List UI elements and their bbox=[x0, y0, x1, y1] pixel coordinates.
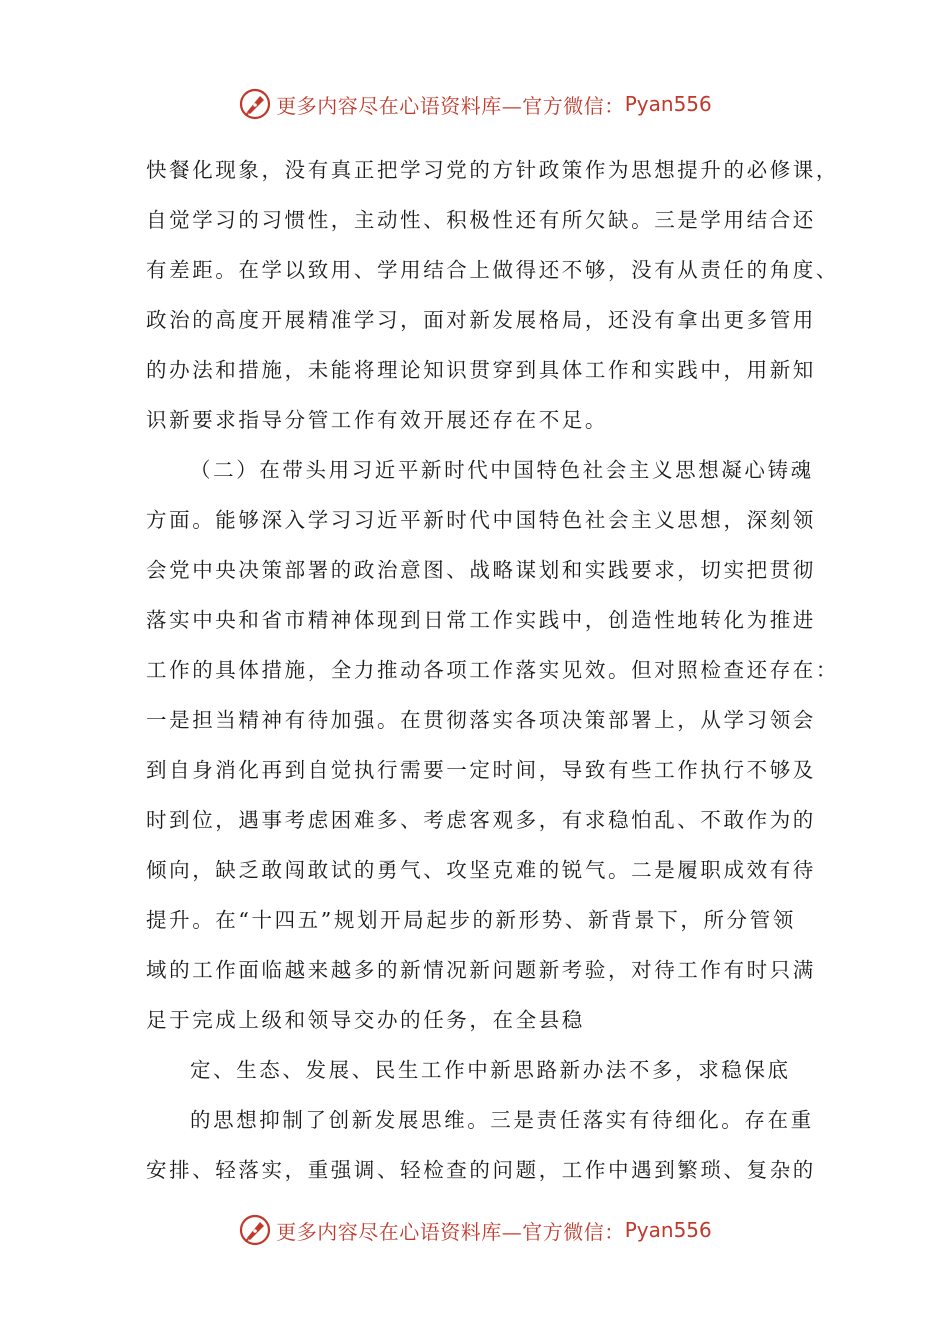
text-line: 一是担当精神有待加强。在贯彻落实各项决策部署上，从学习领会 bbox=[146, 708, 816, 732]
text-line: 到自身消化再到自觉执行需要一定时间，导致有些工作执行不够及 bbox=[146, 758, 816, 782]
footer-banner-text: 更多内容尽在心语资料库—官方微信： bbox=[276, 1219, 625, 1244]
footer-wechat-id: Pyan556 bbox=[624, 1218, 712, 1242]
text-line: 政治的高度开展精准学习，面对新发展格局，还没有拿出更多管用 bbox=[146, 308, 816, 332]
section-heading-line: （二）在带头用习近平新时代中国特色社会主义思想凝心铸魂 bbox=[190, 458, 814, 482]
text-line: 有差距。在学以致用、学用结合上做得还不够，没有从责任的角度、 bbox=[146, 258, 839, 282]
text-line: 快餐化现象，没有真正把学习党的方针政策作为思想提升的必修课， bbox=[146, 158, 839, 182]
text-line: 时到位，遇事考虑困难多、考虑客观多，有求稳怕乱、不敢作为的 bbox=[146, 808, 816, 832]
pen-nib-logo-icon bbox=[238, 87, 272, 121]
text-line: 提升。在“十四五”规划开局起步的新形势、新背景下，所分管领 bbox=[146, 908, 796, 932]
header-wechat-id: Pyan556 bbox=[624, 92, 712, 116]
header-banner-text: 更多内容尽在心语资料库—官方微信： bbox=[276, 93, 625, 118]
text-line: 识新要求指导分管工作有效开展还存在不足。 bbox=[146, 408, 608, 432]
footer-banner bbox=[0, 1210, 950, 1250]
text-line: 安排、轻落实，重强调、轻检查的问题，工作中遇到繁琐、复杂的 bbox=[146, 1158, 816, 1182]
text-line: 工作的具体措施，全力推动各项工作落实见效。但对照检查还存在： bbox=[146, 658, 839, 682]
text-line: 的办法和措施，未能将理论知识贯穿到具体工作和实践中，用新知 bbox=[146, 358, 816, 382]
text-line: 方面。能够深入学习习近平新时代中国特色社会主义思想，深刻领 bbox=[146, 508, 816, 532]
text-line: 域的工作面临越来越多的新情况新问题新考验，对待工作有时只满 bbox=[146, 958, 816, 982]
text-line: 落实中央和省市精神体现到日常工作实践中，创造性地转化为推进 bbox=[146, 608, 816, 632]
text-line: 自觉学习的习惯性，主动性、积极性还有所欠缺。三是学用结合还 bbox=[146, 208, 816, 232]
pen-nib-logo-icon bbox=[238, 1213, 272, 1247]
text-line: 会党中央决策部署的政治意图、战略谋划和实践要求，切实把贯彻 bbox=[146, 558, 816, 582]
header-banner bbox=[0, 84, 950, 124]
text-line: 足于完成上级和领导交办的任务，在全县稳 bbox=[146, 1008, 585, 1032]
text-line: 倾向，缺乏敢闯敢试的勇气、攻坚克难的锐气。二是履职成效有待 bbox=[146, 858, 816, 882]
text-line: 的思想抑制了创新发展思维。三是责任落实有待细化。存在重 bbox=[190, 1108, 814, 1132]
text-line: 定、生态、发展、民生工作中新思路新办法不多，求稳保底 bbox=[190, 1058, 791, 1082]
